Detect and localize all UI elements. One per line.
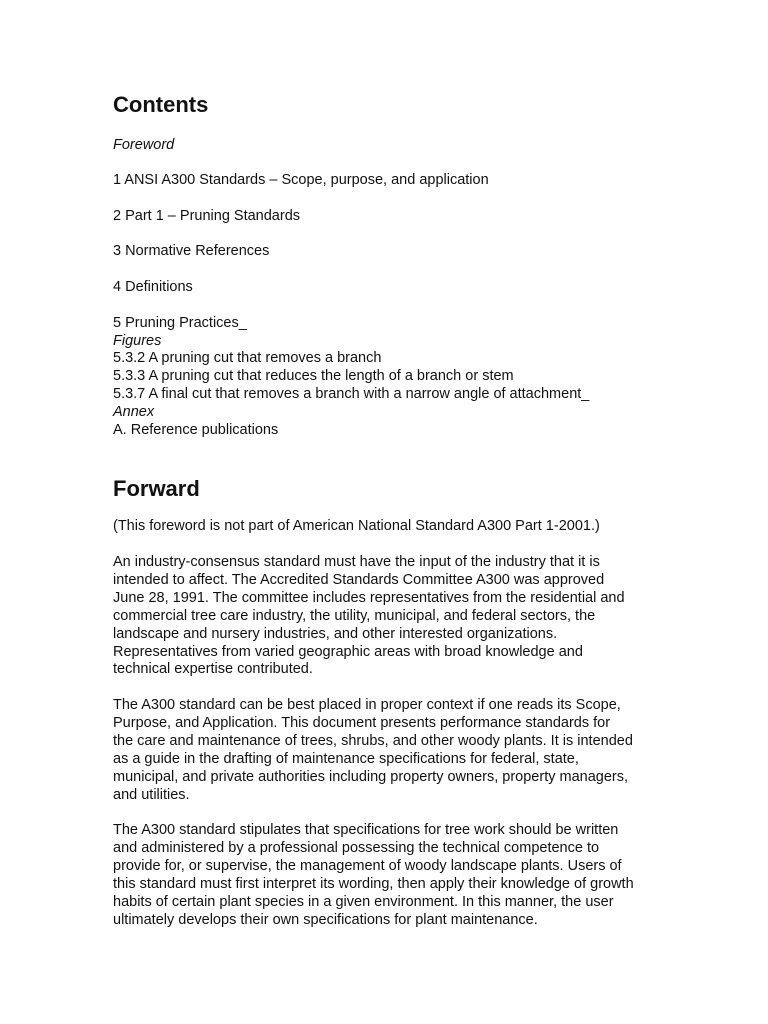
toc-item-section-3: 3 Normative References xyxy=(113,243,270,259)
paragraph-line: as a guide in the drafting of maintenance specifications for federal, state, xyxy=(113,750,579,767)
paragraph-line: the care and maintenance of trees, shrubs, and other woody plants. It is intended xyxy=(113,732,633,749)
toc-item-figure-5-3-7: 5.3.7 A final cut that removes a branch with a narrow angle of attachment_ xyxy=(113,386,590,402)
paragraph-line: The A300 standard can be best placed in proper context if one reads its Scope, xyxy=(113,697,621,713)
paragraph-line: habits of certain plant species in a given environment. In this manner, the user xyxy=(113,893,614,910)
paragraph-line: this standard must first interpret its wording, then apply their knowledge of growth xyxy=(113,875,634,892)
paragraph-line: commercial tree care industry, the utility, municipal, and federal sectors, the xyxy=(113,607,596,624)
paragraph-line: Purpose, and Application. This document presents performance standards for xyxy=(113,714,611,731)
paragraph-line: and utilities. xyxy=(113,786,190,803)
paragraph-line: intended to affect. The Accredited Standards Committee A300 was approved xyxy=(113,571,605,588)
paragraph-line: An industry-consensus standard must have the input of the industry that it is xyxy=(113,554,600,570)
paragraph-line: The A300 standard stipulates that specifications for tree work should be written xyxy=(113,822,619,838)
toc-item-section-1: 1 ANSI A300 Standards – Scope, purpose, and application xyxy=(113,172,489,188)
toc-item-section-4: 4 Definitions xyxy=(113,279,193,295)
paragraph-line: and administered by a professional possessing the technical competence to xyxy=(113,839,600,856)
paragraph-line: landscape and nursery industries, and other interested organizations. xyxy=(113,625,558,642)
toc-item-figure-5-3-2: 5.3.2 A pruning cut that removes a branch xyxy=(113,350,382,366)
forward-paragraph-1 xyxy=(113,554,673,679)
toc-item-section-5: 5 Pruning Practices_ xyxy=(113,315,247,331)
toc-item-annex-a: A. Reference publications xyxy=(113,422,279,438)
forward-note: (This foreword is not part of American National Standard A300 Part 1-2001.) xyxy=(113,518,600,534)
toc-item-figure-5-3-3: 5.3.3 A pruning cut that reduces the length of a branch or stem xyxy=(113,368,514,384)
paragraph-line: Representatives from varied geographic areas with broad knowledge and xyxy=(113,643,583,660)
paragraph-line: technical expertise contributed. xyxy=(113,661,313,678)
toc-item-foreword: Foreword xyxy=(113,137,175,153)
forward-heading: Forward xyxy=(113,476,200,501)
forward-paragraph-2 xyxy=(113,697,673,804)
contents-heading: Contents xyxy=(113,92,209,117)
paragraph-line: provide for, or supervise, the management of woody landscape plants. Users of xyxy=(113,857,622,874)
forward-paragraph-3 xyxy=(113,822,673,929)
toc-label-figures: Figures xyxy=(113,333,162,349)
toc-label-annex: Annex xyxy=(113,404,155,420)
paragraph-line: ultimately develops their own specifications for plant maintenance. xyxy=(113,911,538,928)
toc-item-section-2: 2 Part 1 – Pruning Standards xyxy=(113,208,301,224)
paragraph-line: June 28, 1991. The committee includes representatives from the residential and xyxy=(113,589,625,606)
paragraph-line: municipal, and private authorities including property owners, property managers, xyxy=(113,768,629,785)
